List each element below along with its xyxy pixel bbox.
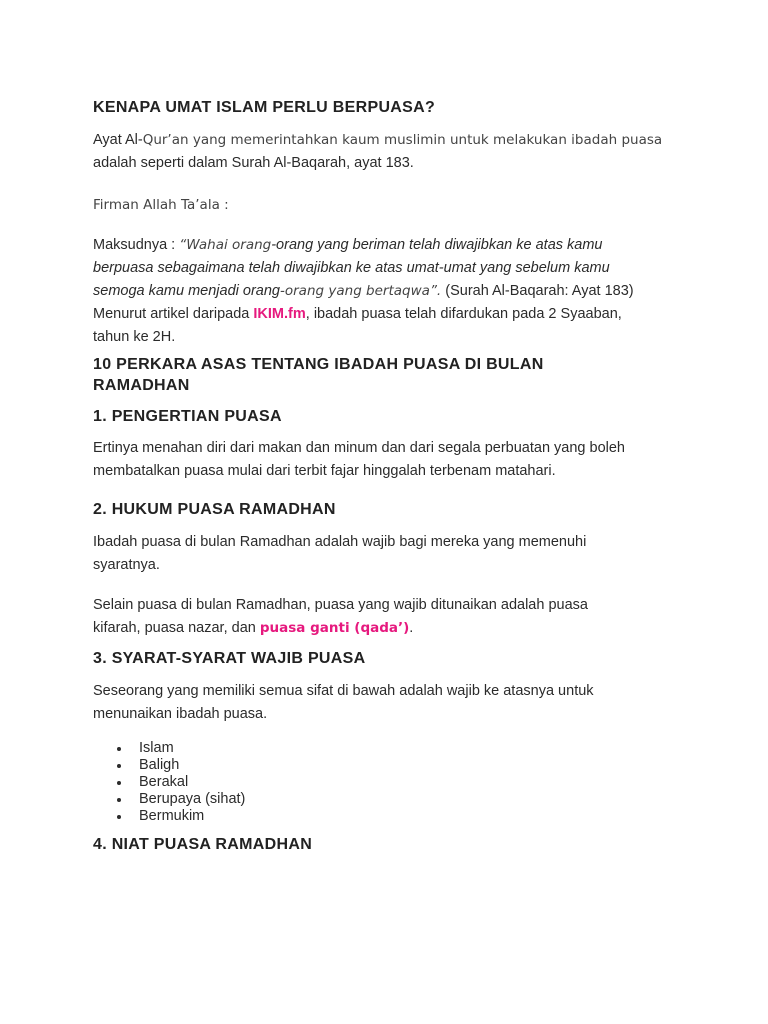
hukum-p2-line2-post: . bbox=[409, 620, 414, 636]
hukum-p2-line2-pre: kifarah, puasa nazar, dan bbox=[93, 620, 260, 636]
quote-a: Wahai orang bbox=[186, 237, 272, 253]
quote-line3b: -orang yang bertaqwa bbox=[280, 283, 430, 299]
article-post: , ibadah puasa telah difardukan pada 2 Syaaban, bbox=[305, 306, 622, 322]
quote-open: “ bbox=[179, 237, 187, 253]
list-item: Berupaya (sihat) bbox=[139, 791, 246, 807]
syarat-line1: Seseorang yang memiliki semua sifat di bawah adalah wajib ke atasnya untuk bbox=[93, 683, 594, 699]
heading-niat-puasa: 4. NIAT PUASA RAMADHAN bbox=[93, 836, 313, 853]
article-line2: tahun ke 2H. bbox=[93, 329, 176, 345]
quote-reference: (Surah Al-Baqarah: Ayat 183) bbox=[441, 283, 634, 299]
list-item: Bermukim bbox=[139, 808, 245, 825]
firman-line: Firman Allah Ta’ala : bbox=[93, 197, 229, 213]
quote-close: ”. bbox=[429, 283, 442, 299]
hukum-paragraph-2 bbox=[93, 594, 683, 640]
page-title: KENAPA UMAT ISLAM PERLU BERPUASA? bbox=[93, 99, 436, 116]
pengertian-paragraph bbox=[93, 437, 683, 483]
pengertian-line2: membatalkan puasa mulai dari terbit fajar hinggalah terbenam matahari. bbox=[93, 463, 556, 479]
intro-text-c: adalah seperti dalam Surah Al-Baqarah, ayat 183. bbox=[93, 155, 414, 171]
syarat-paragraph bbox=[93, 680, 683, 726]
section-title: 10 PERKARA ASAS TENTANG IBADAH PUASA DI BULAN RAMADHAN bbox=[93, 356, 544, 394]
heading-hukum-puasa: 2. HUKUM PUASA RAMADHAN bbox=[93, 501, 336, 518]
intro-paragraph bbox=[93, 129, 683, 175]
syarat-list bbox=[93, 740, 245, 825]
list-item: Berakal bbox=[139, 774, 245, 791]
ikim-link[interactable]: IKIM.fm bbox=[253, 306, 306, 322]
list-item: Islam bbox=[139, 740, 245, 757]
quote-b: -orang yang beriman telah diwajibkan ke atas kamu bbox=[271, 237, 603, 253]
puasa-ganti-link[interactable]: puasa ganti (qada’) bbox=[259, 620, 410, 636]
article-pre: Menurut artikel daripada bbox=[93, 306, 254, 322]
hukum-p2-line1: Selain puasa di bulan Ramadhan, puasa yang wajib ditunaikan adalah puasa bbox=[93, 597, 588, 613]
list-item: Baligh bbox=[139, 757, 245, 774]
hukum-p1-line1: Ibadah puasa di bulan Ramadhan adalah wajib bagi mereka yang memenuhi bbox=[93, 534, 587, 550]
syarat-line2: menunaikan ibadah puasa. bbox=[93, 706, 268, 722]
intro-text-a: Ayat Al- bbox=[93, 132, 143, 148]
quote-line3a: semoga kamu menjadi orang bbox=[93, 283, 280, 299]
heading-syarat-wajib: 3. SYARAT-SYARAT WAJIB PUASA bbox=[93, 650, 366, 667]
quote-line2: berpuasa sebagaimana telah diwajibkan ke atas umat-umat yang sebelum kamu bbox=[93, 260, 610, 276]
maksud-label: Maksudnya : bbox=[93, 237, 180, 253]
intro-text-b: Qur’an yang memerintahkan kaum muslimin untuk melakukan ibadah puasa bbox=[142, 132, 663, 148]
heading-pengertian-puasa: 1. PENGERTIAN PUASA bbox=[93, 408, 282, 425]
hukum-p1-line2: syaratnya. bbox=[93, 557, 160, 573]
maksud-paragraph bbox=[93, 234, 683, 349]
hukum-paragraph-1 bbox=[93, 531, 683, 577]
pengertian-line1: Ertinya menahan diri dari makan dan minum dan dari segala perbuatan yang boleh bbox=[93, 440, 625, 456]
